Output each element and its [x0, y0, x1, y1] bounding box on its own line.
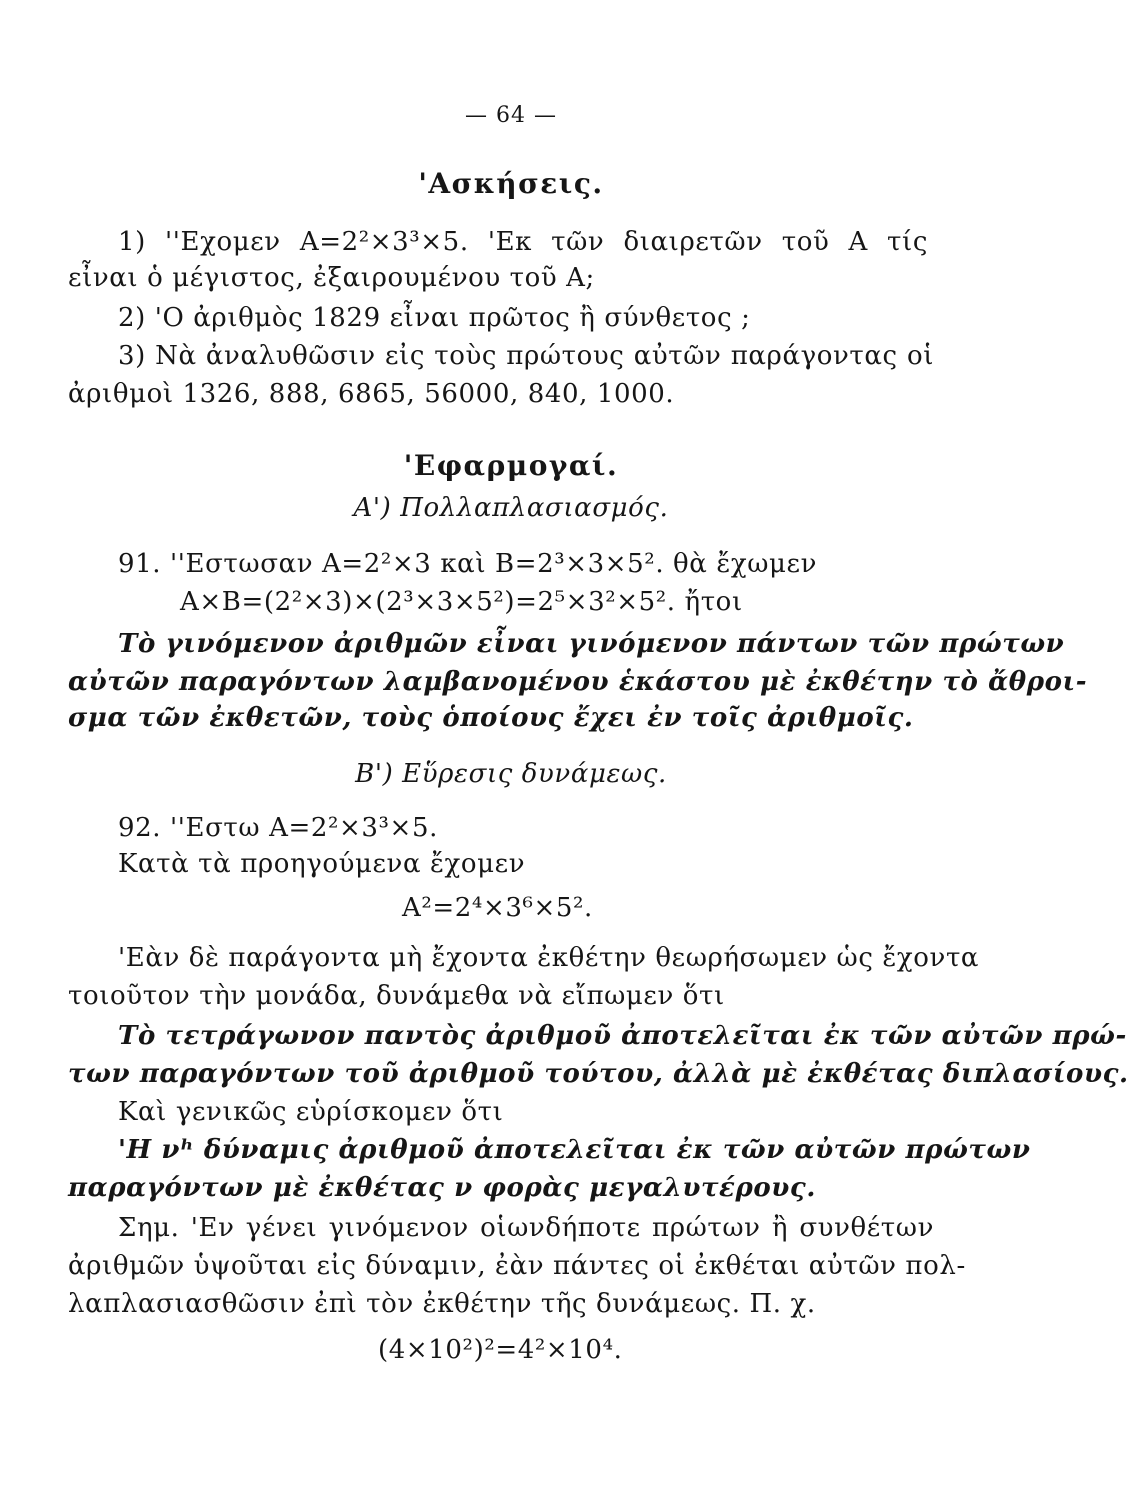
paragraph-92-line-3: 'Εὰν δὲ παράγοντα μὴ ἔχοντα ἐκθέτην θεωρήσωμεν ὡς ἔχοντα — [118, 943, 980, 973]
exercise-3-line-1: 3) Νὰ ἀναλυθῶσιν εἰς τοὺς πρώτους αὐτῶν παράγοντας οἱ — [118, 341, 934, 371]
paragraph-92-line-2: Κατὰ τὰ προηγούμενα ἔχομεν — [118, 849, 526, 879]
rule-2-line-2: των παραγόντων τοῦ ἀριθμοῦ τούτου, ἀλλὰ μὲ ἐκθέτας διπλασίους. — [68, 1059, 1129, 1089]
applications-heading: 'Εφαρμογαί. — [403, 449, 619, 482]
rule-1-line-2: αὐτῶν παραγόντων λαμβανομένου ἑκάστου μὲ ἐκθέτην τὸ ἄθροι- — [68, 667, 1088, 697]
square-formula: A²=2⁴×3⁶×5². — [402, 893, 593, 923]
paragraph-92-line-4: τοιοῦτον τὴν μονάδα, δυνάμεθα νὰ εἴπωμεν ὅτι — [68, 981, 725, 1011]
paragraph-91-line-2: A×B=(2²×3)×(2³×3×5²)=2⁵×3²×5². ἤτοι — [180, 587, 743, 617]
rule-3-line-2: παραγόντων μὲ ἐκθέτας ν φορὰς μεγαλυτέρους. — [68, 1173, 817, 1203]
subsection-b-title: B') Εὕρεσις δυνάμεως. — [355, 759, 667, 789]
paragraph-92-line-5: Καὶ γενικῶς εὑρίσκομεν ὅτι — [118, 1097, 504, 1127]
exercises-heading: 'Ασκήσεις. — [418, 167, 604, 200]
rule-2-line-1: Τὸ τετράγωνον παντὸς ἀριθμοῦ ἀποτελεῖται ἐκ τῶν αὐτῶν πρώ- — [118, 1021, 1127, 1051]
note-line-1: Σημ. 'Eν γένει γινόμενον οἱωνδήποτε πρώτων ἢ συνθέτων — [118, 1213, 934, 1243]
note-line-3: λαπλασιασθῶσιν ἐπὶ τὸν ἐκθέτην τῆς δυνάμεως. Π. χ. — [68, 1289, 816, 1319]
rule-3-line-1: 'H νʰ δύναμις ἀριθμοῦ ἀποτελεῖται ἐκ τῶν αὐτῶν πρώτων — [118, 1135, 1031, 1165]
rule-1-line-3: σμα τῶν ἐκθετῶν, τοὺς ὁποίους ἔχει ἐν τοῖς ἀριθμοῖς. — [68, 703, 914, 733]
paragraph-92-line-1: 92. ''Εστω A=2²×3³×5. — [118, 813, 438, 843]
exercise-3-line-2: ἀριθμοὶ 1326, 888, 6865, 56000, 840, 1000. — [68, 379, 675, 409]
note-line-2: ἀριθμῶν ὑψοῦται εἰς δύναμιν, ἐὰν πάντες οἱ ἐκθέται αὐτῶν πολ- — [68, 1251, 966, 1281]
exercise-1-line-2: εἶναι ὁ μέγιστος, ἐξαιρουμένου τοῦ A; — [68, 263, 595, 293]
final-formula: (4×10²)²=4²×10⁴. — [378, 1335, 623, 1365]
subsection-a-title: A') Πολλαπλασιασμός. — [353, 493, 669, 523]
page-number: — 64 — — [465, 103, 557, 128]
exercise-1-line-1: 1) ''Εχομεν A=2²×3³×5. 'Εκ τῶν διαιρετῶν τοῦ A τίς — [118, 227, 928, 257]
paragraph-91-line-1: 91. ''Εστωσαν A=2²×3 καὶ B=2³×3×5². θὰ ἔχωμεν — [118, 549, 818, 579]
exercise-2: 2) 'O ἀριθμὸς 1829 εἶναι πρῶτος ἢ σύνθετος ; — [118, 303, 751, 333]
rule-1-line-1: Τὸ γινόμενον ἀριθμῶν εἶναι γινόμενον πάντων τῶν πρώτων — [118, 629, 1065, 659]
